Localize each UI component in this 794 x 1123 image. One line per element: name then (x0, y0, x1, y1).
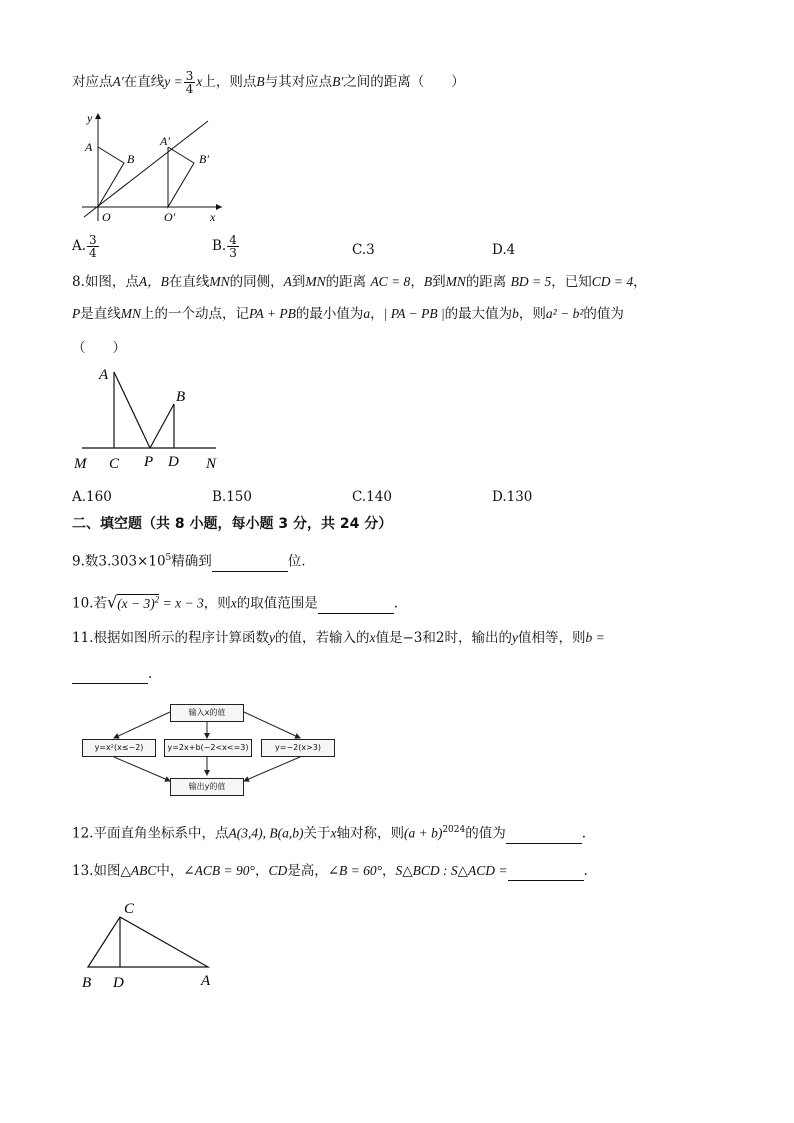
q8-stem-line1: 8.如图，点A，B在直线MN的同侧，A到MN的距离 AC = 8，B到MN的距离 BD = 5，已知CD = 4， (72, 274, 647, 290)
option-value: 4 (506, 242, 516, 258)
y-axis-arrow (95, 113, 101, 119)
q8-text: 到 (291, 274, 306, 290)
line-y-3-4x (84, 121, 208, 217)
label-B: B (127, 152, 135, 166)
label-B: B (176, 389, 186, 405)
q8-points: A，B (138, 274, 169, 289)
q10-text: 10.若 (72, 595, 107, 612)
q11-y: y (268, 630, 275, 645)
q8-text: 的最大值为 (444, 306, 513, 322)
q7-text: 在直线 (123, 74, 165, 90)
frac-den: 4 (185, 82, 194, 96)
q12-text: 关于 (303, 825, 331, 842)
q13-triangle: △ABC (120, 863, 157, 878)
q10-x: x (230, 595, 237, 611)
q7-var: x (196, 74, 203, 89)
q8-option-b[interactable]: B.150 (212, 489, 252, 505)
q7-text: 上，则点 (202, 74, 257, 90)
q8-ac: AC = 8 (370, 274, 411, 289)
q8-text: 的距离 (325, 274, 367, 290)
q13-text: ， (254, 863, 269, 879)
arrow-right-to-output (244, 757, 300, 781)
q10-text: 的取值范围是 (236, 595, 318, 612)
option-letter: D. (492, 242, 507, 258)
q13-blank[interactable] (508, 866, 584, 881)
label-A: A (201, 973, 211, 989)
triangle-ABC (88, 917, 208, 967)
q9-blank[interactable] (212, 557, 288, 572)
q8-text: 的最小值为 (295, 306, 364, 322)
q8-text: 是直线 (80, 306, 121, 322)
q7-option-c[interactable] (352, 240, 375, 260)
q8-expr: a² − b² (545, 306, 584, 321)
triangle-AOB (98, 147, 124, 207)
q8-text: 的值为 (583, 306, 624, 322)
label-O-prime: O′ (164, 210, 176, 224)
segment-PB (150, 404, 174, 448)
q8-stem-line2: P是直线MN上的一个动点，记PA + PB的最小值为a，| PA − PB |的最大值为b，则a² − b²的值为 (72, 306, 624, 322)
section-heading: 二、填空题（共 8 小题，每小题 3 分，共 24 分） (72, 516, 393, 532)
q12-text: 的值为 (465, 825, 506, 842)
q8-mn: MN (445, 274, 466, 289)
option-value: 3 (366, 242, 375, 258)
q8-var-b: b (512, 306, 519, 321)
q11-y: y (511, 630, 518, 645)
arrow-left-down (114, 712, 170, 738)
q9-text: 位. (287, 553, 306, 570)
q10-text: ，则 (203, 595, 231, 612)
q11-text: 和 (422, 630, 436, 646)
q11-text: 的值，若输入的 (274, 630, 370, 646)
q7-text: 对应点 (72, 74, 113, 90)
flow-output-box: 输出y的值 (170, 778, 244, 796)
q8-figure (72, 362, 232, 477)
q12-expr: (a + b) (403, 825, 443, 841)
label-D: D (168, 454, 179, 470)
q8-text: 的距离 (465, 274, 507, 290)
label-B-prime: B′ (199, 152, 209, 166)
q10-blank[interactable] (318, 599, 394, 614)
q7-stem (72, 70, 465, 95)
q8-text: ，已知 (551, 274, 592, 290)
q7-fraction (184, 70, 196, 95)
label-A: A (85, 140, 93, 154)
q13-angle: ∠ACB = 90° (183, 863, 255, 878)
x-axis-arrow (216, 204, 222, 210)
frac-num: 3 (185, 69, 194, 83)
frac-num: 3 (89, 233, 97, 247)
q7-eq: y = (164, 74, 183, 89)
q10-text: . (393, 595, 399, 612)
q8-text: 8.如图，点 (72, 274, 139, 290)
q7-point: A′ (112, 74, 124, 89)
q13-text: ， (382, 863, 396, 879)
frac-den: 4 (89, 246, 97, 260)
q11-text: 时，输出的 (444, 630, 512, 646)
label-O: O (102, 210, 111, 224)
q10-exponent: 2 (154, 594, 160, 604)
q7-text: 之间的距离（ ） (343, 74, 465, 90)
q10-stem (72, 589, 398, 614)
q8-text: 上的一个动点，记 (141, 306, 249, 322)
q13-stem (72, 861, 588, 881)
q9-stem (72, 548, 306, 572)
q8-mn: MN (209, 274, 230, 289)
segment-AP (114, 372, 150, 448)
q8-text: ，则 (518, 306, 546, 322)
flow-left-box: y=x²(x≤−2) (82, 739, 156, 757)
q8-p: P (72, 306, 81, 321)
q8-mn: MN (120, 306, 141, 321)
q8-papb: PA + PB (249, 306, 296, 321)
label-P: P (144, 454, 154, 470)
q11-text: 值相等，则 (517, 630, 586, 646)
q9-number: 3.303×10 (98, 553, 166, 570)
q8-b: B (423, 274, 433, 289)
label-M: M (74, 456, 87, 472)
q7-option-d[interactable] (492, 240, 515, 260)
label-A: A (99, 367, 109, 383)
q12-blank[interactable] (506, 829, 582, 844)
q12-x: x (330, 825, 337, 841)
q7-figure (72, 105, 232, 225)
q7-option-b[interactable] (212, 234, 240, 259)
q8-var-a: a (363, 306, 371, 321)
q11-text: 11.根据如图所示的程序计算函数 (72, 630, 269, 646)
q11-blank[interactable] (72, 669, 148, 684)
q12-text: . (581, 825, 587, 842)
q13-figure (72, 895, 232, 995)
q11-text: 值是 (375, 630, 403, 646)
option-letter: A. (72, 238, 87, 254)
label-C: C (124, 901, 135, 917)
arrow-left-to-output (114, 757, 170, 781)
q10-radicand: (x − 3) (117, 595, 155, 611)
q11-x: x (369, 630, 376, 645)
label-A-prime: A′ (160, 134, 170, 148)
flow-mid-box: y=2x+b(−2<x<=3) (164, 739, 252, 757)
q13-ratio: S△BCD : S△ACD = (395, 863, 508, 878)
q12-points: A(3,4), B(a,b) (228, 825, 304, 841)
q8-option-d[interactable]: D.130 (492, 489, 533, 505)
q12-exponent: 2024 (442, 825, 466, 835)
q9-text: 9.数 (72, 553, 99, 570)
sqrt-icon: √ (106, 592, 118, 612)
q11-val: 2 (435, 630, 445, 646)
label-B: B (82, 975, 92, 991)
triangle-AOB-translated (168, 147, 194, 207)
frac-den: 3 (229, 246, 237, 260)
option-letter: B. (212, 238, 227, 254)
label-x: x (210, 210, 216, 224)
q7-point: B (256, 74, 265, 89)
q8-bd: BD = 5 (510, 274, 552, 289)
q13-text: . (583, 863, 588, 879)
q11-val: −3 (402, 630, 423, 646)
q8-text: 在直线 (168, 274, 210, 290)
label-D: D (113, 975, 124, 991)
q13-text: 13.如图 (72, 863, 121, 879)
q11-b: b = (585, 630, 605, 645)
q12-stem (72, 820, 586, 844)
q8-abs: | PA − PB | (383, 306, 445, 321)
q8-option-a[interactable]: A.160 (72, 489, 112, 505)
q11-text: . (148, 666, 153, 682)
flow-right-box: y=−2(x>3) (261, 739, 335, 757)
arrow-right-down (244, 712, 300, 738)
label-N: N (206, 456, 217, 472)
q8-a: A (283, 274, 292, 289)
q8-cd: CD = 4 (591, 274, 634, 289)
q9-exponent: 5 (165, 553, 172, 563)
q8-option-c[interactable]: C.140 (352, 489, 392, 505)
q11-stem-line1 (72, 628, 605, 648)
q13-cd: CD (268, 863, 288, 878)
q8-paren: （ ） (72, 340, 126, 356)
q13-angle-b: ∠B = 60° (327, 863, 383, 878)
q9-text: 精确到 (171, 553, 212, 570)
q12-text: 轴对称，则 (336, 825, 404, 842)
q7-option-a[interactable] (72, 234, 100, 259)
flow-input-box: 输入x的值 (170, 704, 244, 722)
q11-stem-line2 (72, 664, 152, 684)
q7-text: 与其对应点 (264, 74, 333, 90)
q7-point: B′ (332, 74, 344, 89)
q10-radicand-wrap (117, 594, 159, 611)
option-letter: C. (352, 242, 367, 258)
q13-text: 是高， (287, 863, 328, 879)
q10-eq: = x − 3 (159, 595, 204, 611)
frac-num: 4 (229, 233, 237, 247)
q13-text: 中， (156, 863, 184, 879)
q12-text: 12.平面直角坐标系中，点 (72, 825, 229, 842)
q8-text: 到 (432, 274, 446, 290)
q8-text: 的同侧， (229, 274, 284, 290)
q8-mn: MN (305, 274, 326, 289)
label-C: C (109, 456, 120, 472)
label-y: y (87, 111, 93, 125)
